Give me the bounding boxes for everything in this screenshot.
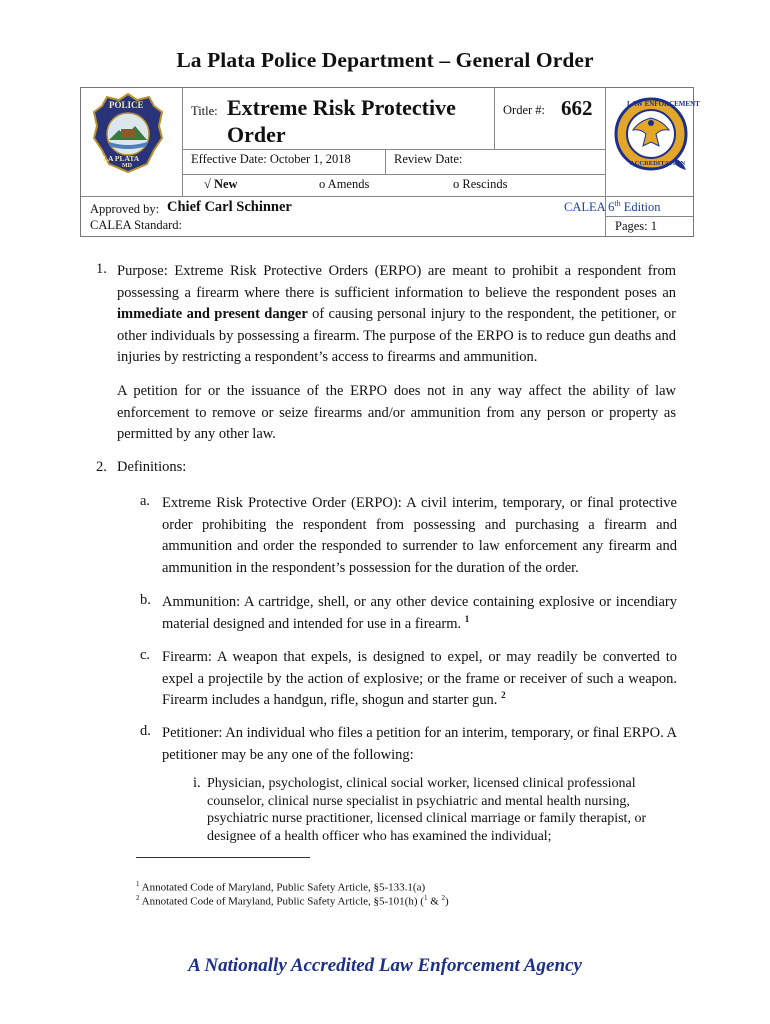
police-badge-logo	[91, 92, 165, 179]
approved-by-label: Approved by:	[90, 202, 160, 216]
footnote-2-sup-2: 2	[441, 894, 445, 902]
section-1-number: 1.	[96, 261, 107, 277]
definition-erpo: Extreme Risk Protective Order (ERPO): A civil interim, temporary, or final protective order prohibiting the respondent from possessing and purchasing a firearm and ammunition and order the responded to surrender to law enforcement any firearm and ammunition in the respondent’s possession for the duration of the order.	[162, 495, 677, 576]
footnote-1-text: Annotated Code of Maryland, Public Safety Article, §5-133.1(a)	[141, 881, 426, 894]
item-c-marker: c.	[140, 647, 151, 663]
page-title: La Plata Police Department – General Order	[176, 48, 594, 72]
footnote-divider	[136, 857, 310, 858]
section-2-number: 2.	[96, 459, 107, 475]
footnote-2	[136, 894, 449, 908]
order-title-line1: Extreme Risk Protective	[227, 95, 456, 120]
definitions-heading: Definitions:	[117, 459, 187, 475]
pages-count: Pages: 1	[615, 219, 658, 233]
footnote-1-mark: 1	[136, 880, 140, 888]
option-new-checked: √ New	[204, 177, 238, 191]
item-d-marker: d.	[140, 723, 151, 739]
seal-text-top: LAW ENFORCEMENT	[627, 100, 700, 108]
calea-edition	[564, 199, 661, 215]
footnote-1	[136, 880, 425, 894]
definition-petitioner: Petitioner: An individual who files a petition for an interim, temporary, or final ERPO. A petitioner may be any one of the following:	[162, 725, 677, 763]
footnote-2-close: )	[445, 895, 449, 908]
badge-text-bottom: MD	[122, 163, 132, 169]
purpose-text-b: of causing personal injury to the respondent, the petitioner, or other individuals by possessing a firearm. The purpose of the ERPO is to reduce gun deaths and injuries by restricting a respondent’s access to firearms and ammunition.	[117, 306, 676, 365]
badge-text-middle: LA PLATA	[103, 154, 140, 163]
order-number: 662	[561, 96, 593, 120]
option-rescinds: o Rescinds	[453, 177, 508, 191]
petition-paragraph: A petition for or the issuance of the ERPO does not in any way affect the ability of law enforcement to remove or seize firearms and/or ammunition from any person or property as permitted by any other law.	[117, 383, 676, 442]
footnote-ref-2[interactable]: 2	[501, 690, 506, 701]
badge-text-top: POLICE	[109, 100, 144, 110]
calea-edition-sup: th	[614, 199, 621, 208]
footnote-2-text: Annotated Code of Maryland, Public Safety Article, §5-101(h) (	[141, 895, 424, 908]
definition-ammunition	[162, 592, 677, 635]
option-amends: o Amends	[319, 177, 370, 191]
calea-standard-label: CALEA Standard:	[90, 218, 183, 232]
title-label: Title:	[191, 104, 218, 118]
item-i-marker: i.	[193, 775, 201, 791]
purpose-text-bold: immediate and present danger	[117, 306, 308, 322]
calea-edition-suffix: Edition	[620, 200, 661, 215]
accreditation-seal-logo	[613, 94, 700, 181]
definition-firearm	[162, 647, 677, 712]
calea-edition-main: CALEA 6	[564, 200, 615, 215]
footnote-2-amp: &	[427, 895, 442, 908]
petitioner-list-item-i: Physician, psychologist, clinical social worker, licensed clinical professional counselor, clinical nurse specialist in psychiatric and mental health nursing, psychiatric nurse practitioner, licensed clinical marriage or family therapist, or designee of a health officer who has examined the individual;	[207, 776, 647, 844]
footnote-2-sup-1: 1	[423, 894, 428, 902]
firearm-text: Firearm: A weapon that expels, is designed to expel, or may readily be converted to expel a projectile by the action of explosive; or the frame or receiver of such a weapon. Firearm includes a handgun, rifle, shogun and starter gun.	[162, 649, 677, 708]
order-title-line2: Order	[227, 122, 286, 147]
agency-tagline: A Nationally Accredited Law Enforcement Agency	[188, 955, 582, 976]
seal-text-bottom: ACCREDITATION	[630, 160, 686, 167]
effective-date: Effective Date: October 1, 2018	[191, 152, 351, 166]
purpose-text-a: Purpose: Extreme Risk Protective Orders (ERPO) are meant to prohibit a respondent from possessing a firearm where there is sufficient information to believe the respondent poses an	[117, 263, 676, 301]
approved-by-name: Chief Carl Schinner	[167, 199, 292, 215]
footnote-2-mark: 2	[136, 894, 140, 902]
review-date: Review Date:	[394, 152, 463, 166]
order-number-label: Order #:	[503, 103, 545, 117]
footnote-ref-1[interactable]: 1	[464, 613, 470, 624]
order-header-table	[80, 87, 700, 237]
item-a-marker: a.	[140, 493, 151, 509]
ammunition-text: Ammunition: A cartridge, shell, or any other device containing explosive or incendiary material designed and intended for use in a firearm.	[162, 594, 677, 632]
item-b-marker: b.	[140, 592, 151, 608]
purpose-paragraph	[117, 261, 676, 369]
